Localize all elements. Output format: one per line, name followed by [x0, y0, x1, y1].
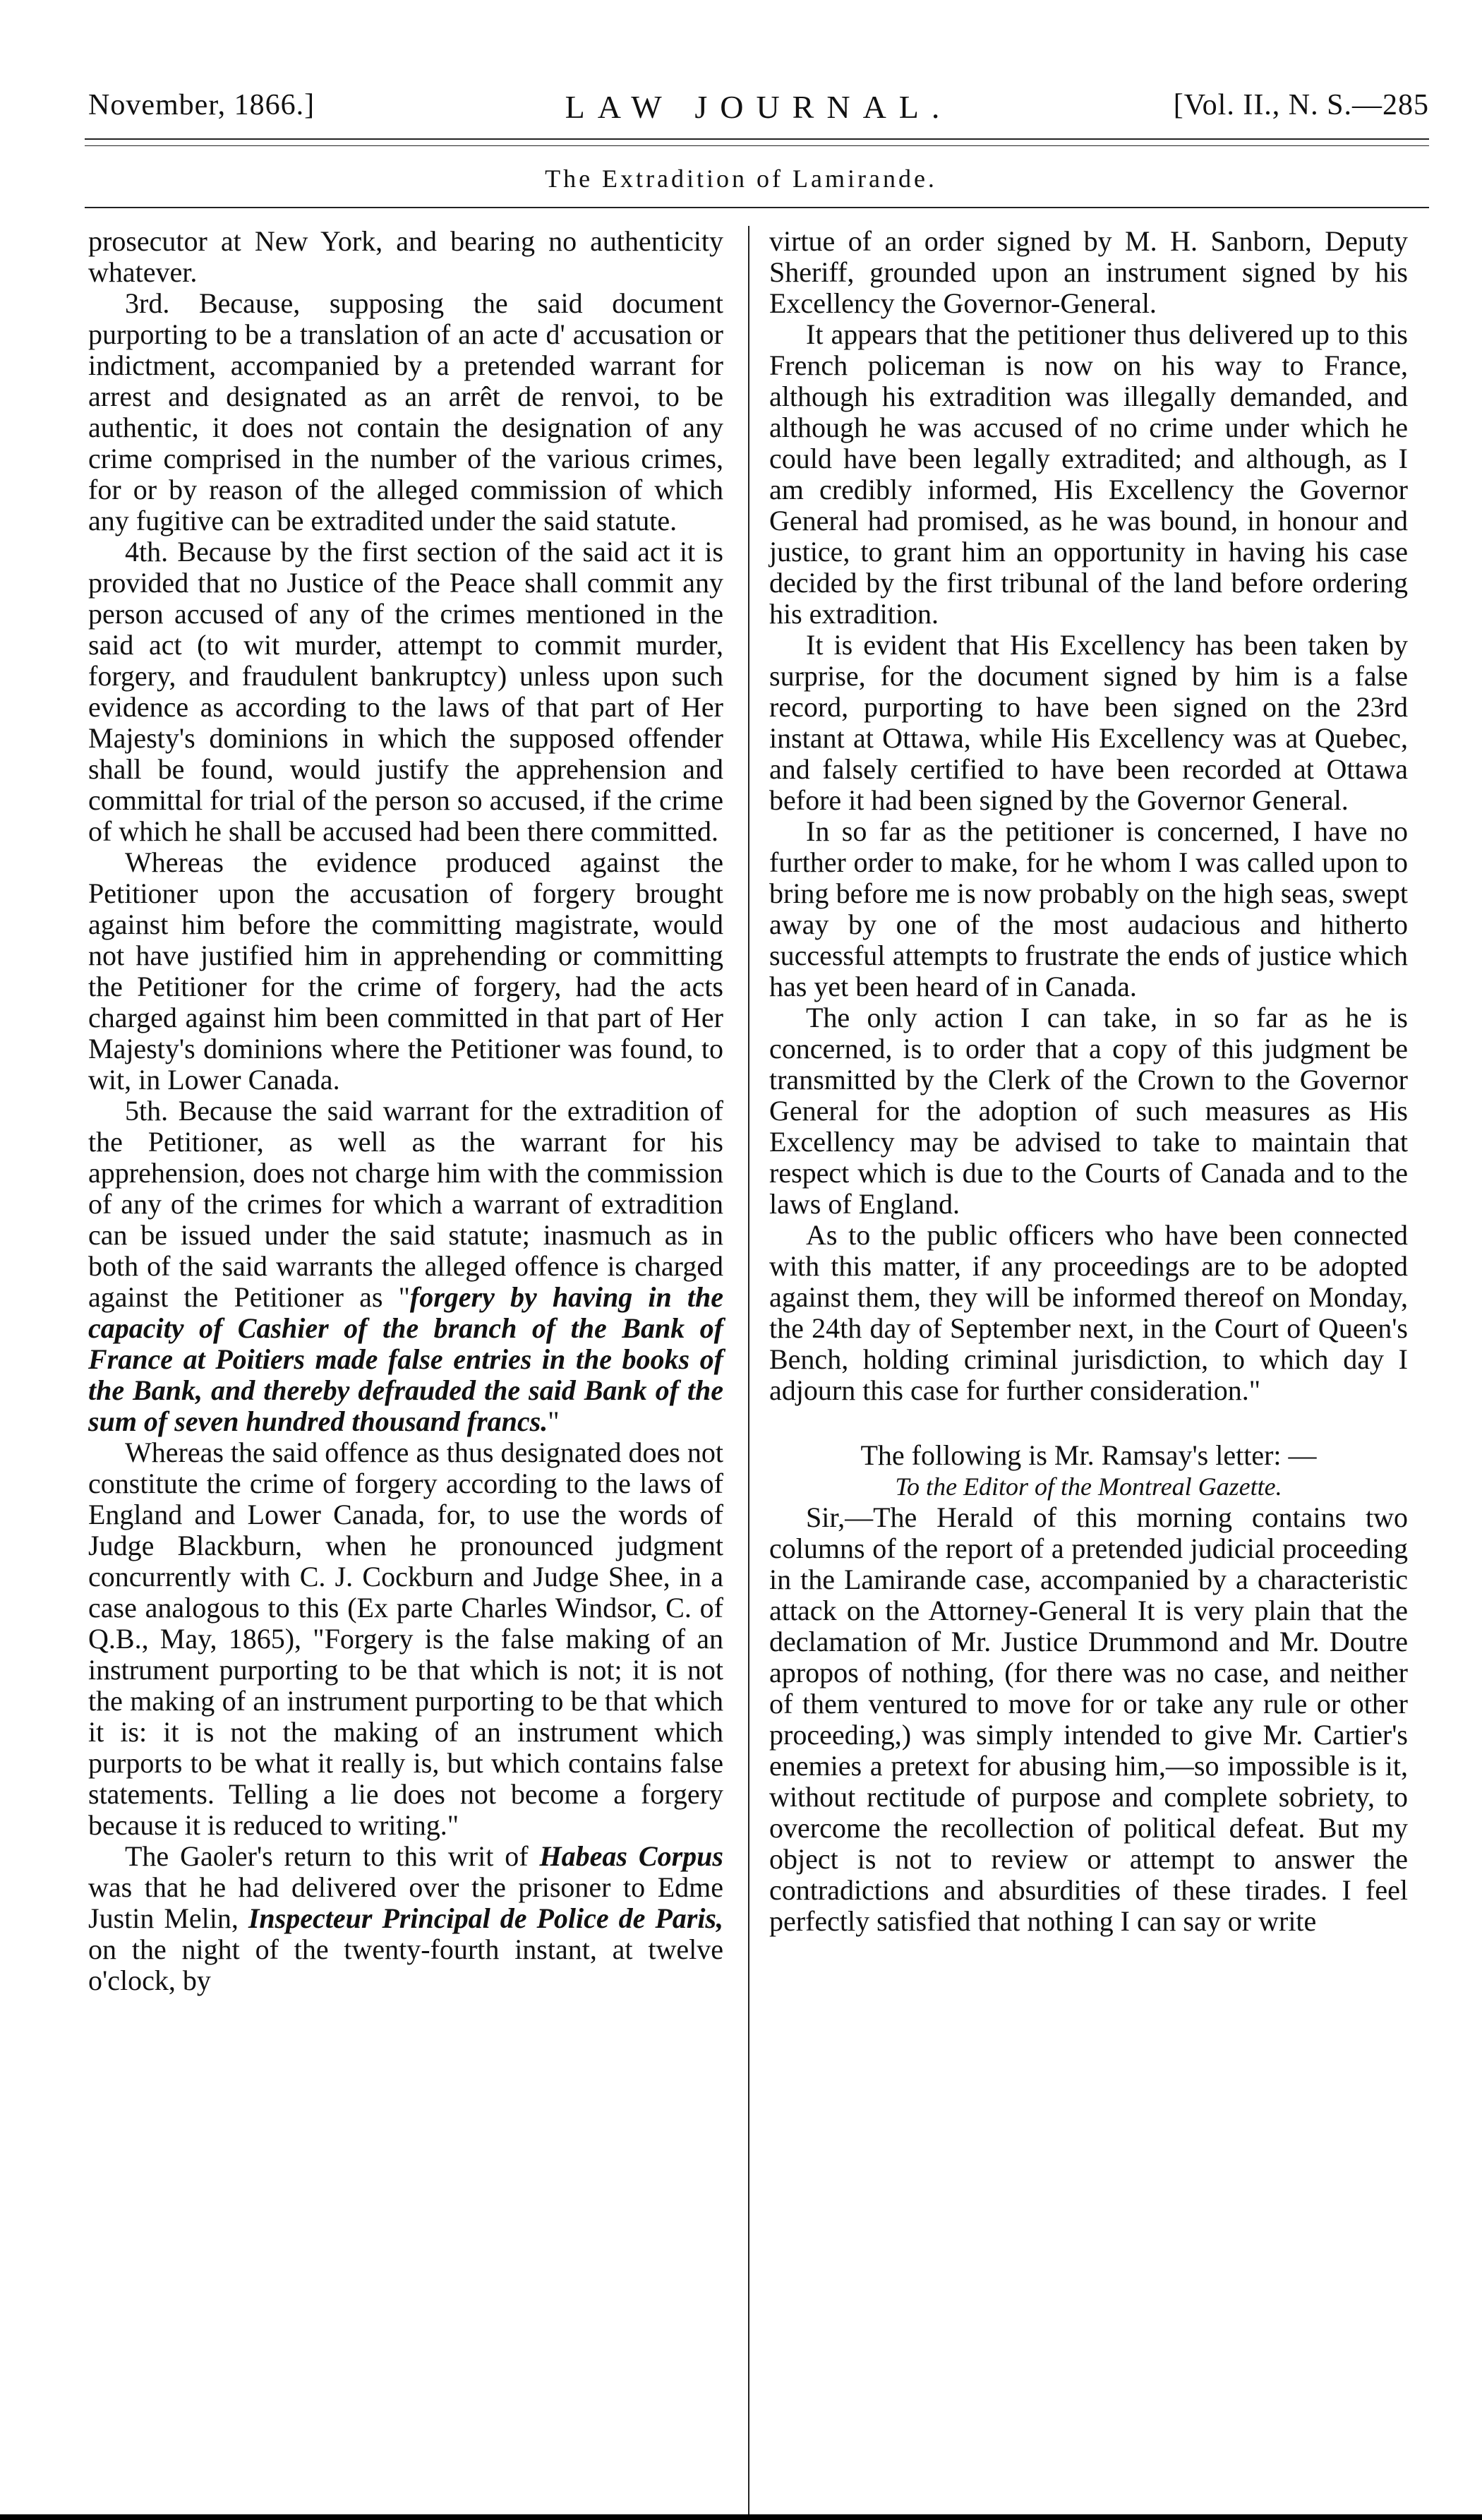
column-divider [748, 226, 749, 2520]
header-rule-thin [85, 145, 1429, 146]
paragraph: The only action I can take, in so far as he is concerned, is to order that a copy of this judgment be transmitted by the Clerk of the Crown to the Governor General for the adoption of such measures as His Excellency may be advised to take to maintain that respect which is due to the Courts of Canada and to the laws of England. [769, 1002, 1408, 1220]
text-run: 3rd. Because, supposing the said document purporting to be a translation of an [88, 287, 723, 350]
emphasis-text: acte d' accusation [493, 318, 692, 350]
text-run: The Gaoler's return to this writ of [125, 1840, 540, 1872]
emphasis-text: forgery by having in the capacity of Cashier of the branch of the Bank of France at Poitiers made false entries in the books of the Bank, and thereby defrauded the said Bank of the sum of seven hundred thousand francs. [88, 1281, 724, 1437]
text-run: 5th. Because the said warrant for the extradition of the Petitioner, as well as the warrant for his apprehension, does not charge him with the commission of any of the crimes for which a warrant of extradition can be issued under the said statute; inasmuch as in both of the said warrants the alleged offence is charged against the Petitioner as " [88, 1095, 723, 1313]
header-date: November, 1866.] [88, 89, 315, 121]
header-rule [85, 138, 1429, 140]
paragraph: prosecutor at New York, and bearing no authenticity whatever. [88, 225, 723, 288]
column-spacer [769, 1406, 1408, 1440]
text-run: ) unless upon such evidence as according to the laws of that part of Her Majesty's dominions in which the supposed offender shall be found, would justify the apprehension and committal for trial of the person so accused, if the crime of which he shall be accused had been there committed. [88, 660, 724, 847]
section-title: The Extradition of Lamirande. [545, 164, 937, 193]
text-run: of this morning contains two columns of the report of a pretended judicial proceeding in the Lamirande case, accompanied by a characteristic attack on the Attorney-General It is very plain that the declamation of Mr. Justice Drummond and Mr. Doutre [769, 1501, 1408, 1657]
paragraph: It appears that the petitioner thus delivered up to this French policeman is now on his way to France, although his extradition was illegally demanded, and although he was accused of no crime under which he could have been legally extradited; and although, as I am credibly informed, His Excellency the Governor General had promised, as he was bound, in honour and justice, to grant him an opportunity in having his case decided by the first tribunal of the land before ordering his extradition. [769, 318, 1408, 630]
running-header [88, 88, 1429, 145]
paragraph [88, 288, 723, 536]
paragraph [88, 1437, 723, 1841]
emphasis-text: arrêt de renvoi, [448, 380, 641, 412]
paragraph: As to the public officers who have been connected with this matter, if any proceedings are to be adopted against them, they will be informed thereof on Monday, the 24th day of September next, in the Court of Queen's Bench, holding criminal jurisdiction, to which day I adjourn this case for further consideration." [769, 1219, 1408, 1406]
text-run: Sir,—The [806, 1501, 937, 1533]
paragraph: It is evident that His Excellency has been taken by surprise, for the document signed by him is a false record, purporting to have been signed on the 23rd instant at Ottawa, while His Excellency was at Quebec, and falsely certified to have been recorded at Ottawa before it had been signed by the Governor General. [769, 629, 1408, 816]
journal-title: LAW JOURNAL. [565, 89, 953, 125]
paragraph [88, 1096, 723, 1437]
letter-intro: The following is Mr. Ramsay's letter: — [860, 1439, 1317, 1471]
paragraph: virtue of an order signed by M. H. Sanborn, Deputy Sheriff, grounded upon an instrument signed by his Excellency the Governor-General. [769, 225, 1408, 319]
text-run: on the night of the twenty-fourth instant, at twelve o'clock, by [88, 1933, 723, 1996]
text-run: to be authentic, it does not contain the designation of any crime comprised in the number of the various crimes, for or by reason of the alleged commission of which any fugitive can be extradited under the said statute. [88, 380, 724, 536]
page-bottom-edge [0, 2514, 1482, 2520]
emphasis-text: Habeas Corpus [539, 1840, 723, 1872]
text-run: 4th. Because by the first section of the said act it is provided that no Justice of the Peace shall commit any person accused of any of the crimes mentioned in the said act ( [88, 536, 723, 661]
paragraph [769, 1502, 1408, 1937]
text-run: or indictment, accompanied by a pretended warrant for arrest and designated as an [88, 318, 723, 412]
emphasis-text: Inspecteur Principal de Police de Paris, [248, 1902, 723, 1934]
text-run: Whereas the said offence as thus designated does not constitute the crime of forgery according to the laws of England and Lower Canada, for, to use the words of Judge Blackburn, when he pronounced judgment concurrently with C. J. Cockburn and Judge Shee, in a case analogous to this ( [88, 1436, 723, 1624]
text-run: of nothing, (for there was no case, and neither of them ventured to move for or take any rule or other proceeding,) was simply intended to give Mr. Cartier's enemies a pretext for abusing him,—so impossible is it, without rectitude of purpose and complete sobriety, to overcome the recollection of political defeat. But my object is not to review or attempt to answer the contradictions and absurdities of these tirades. I feel perfectly satisfied that nothing I can say or write [769, 1657, 1408, 1937]
emphasis-text: apropos [769, 1657, 859, 1688]
text-run: was that he had delivered over the prisoner to Edme Justin Melin, [88, 1871, 723, 1934]
right-column [769, 226, 1408, 1937]
emphasis-text: to wit murder, attempt to commit murder, forgery, and fraudulent bankruptcy [88, 629, 723, 692]
paragraph [88, 1841, 723, 1996]
emphasis-text: Herald [936, 1501, 1013, 1533]
emphasis-text: Ex parte Charles Windsor, [356, 1592, 658, 1624]
paragraph: In so far as the petitioner is concerned, I have no further order to make, for he whom I was called upon to bring before me is now probably on the high seas, swept away by one of the most audacious and hitherto successful attempts to frustrate the ends of justice which has yet been heard of in Canada. [769, 815, 1408, 1002]
letter-heading: To the Editor of the Montreal Gazette. [895, 1472, 1282, 1501]
text-run: " [548, 1405, 560, 1437]
section-rule [85, 207, 1429, 208]
left-column [88, 226, 723, 1996]
paragraph: Whereas the evidence produced against the Petitioner upon the accusation of forgery brought against him before the committing magistrate, would not have justified him in apprehending or committing the Petitioner for the crime of forgery, had the acts charged against him been committed in that part of Her Majesty's dominions where the Petitioner was found, to wit, in Lower Canada. [88, 846, 723, 1096]
text-run: C. of Q.B., May, 1865), "Forgery is the false making of an instrument purporting to be that which is not; it is not the making of an instrument purporting to be that which it is: it is not the making of an instrument which purports to be what it really is, but which contains false statements. Telling a lie does not become a forgery because it is reduced to writing." [88, 1592, 723, 1841]
header-volume-page: [Vol. II., N. S.—285 [1173, 89, 1429, 121]
paragraph [88, 536, 723, 847]
